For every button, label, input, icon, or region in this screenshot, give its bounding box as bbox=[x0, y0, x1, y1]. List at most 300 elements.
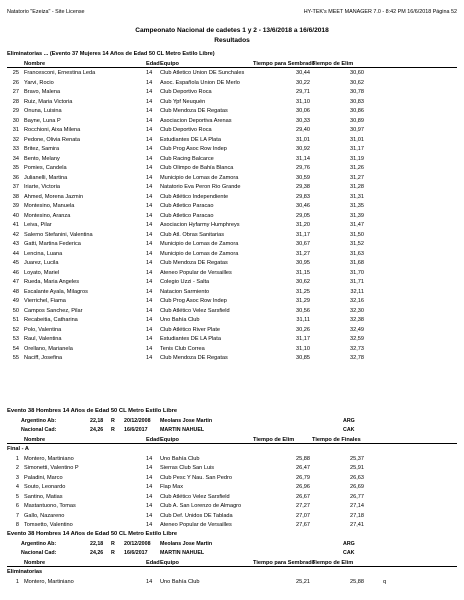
seed-time: 29,40 bbox=[296, 127, 310, 133]
result-row bbox=[7, 117, 457, 127]
age: 14 bbox=[146, 136, 153, 143]
result-row bbox=[7, 212, 457, 222]
final-time: 31,50 bbox=[350, 231, 364, 238]
seed-time: 26,67 bbox=[296, 493, 310, 500]
seed-time: 31,01 bbox=[296, 136, 310, 143]
team-name: Club Deportivo Roca bbox=[160, 89, 212, 95]
age: 14 bbox=[146, 269, 153, 276]
age: 14 bbox=[146, 108, 153, 114]
final-time: 30,62 bbox=[350, 79, 364, 86]
age: 14 bbox=[146, 512, 153, 519]
final-time: 31,68 bbox=[350, 260, 364, 266]
age: 14 bbox=[146, 455, 153, 462]
swimmer-name: Rocchioni, Aixa Milena bbox=[24, 127, 81, 133]
result-row bbox=[7, 307, 457, 317]
team-name: Ateneo Popular de Versailles bbox=[160, 522, 232, 528]
team-name: Flap Max bbox=[160, 484, 184, 490]
place: 8 bbox=[15, 522, 19, 528]
place: 30 bbox=[12, 117, 19, 124]
seed-time: 31,27 bbox=[296, 250, 310, 257]
swimmer-name: Escalante Ayala, Milagros bbox=[24, 288, 88, 295]
age: 14 bbox=[146, 326, 153, 333]
swimmer-name: Ruiz, Maria Victoria bbox=[24, 98, 73, 105]
final-time: 31,35 bbox=[350, 203, 364, 209]
age: 14 bbox=[146, 155, 153, 162]
team-name: Club Ypf Neuquén bbox=[160, 98, 206, 105]
final-time: 30,78 bbox=[350, 89, 364, 95]
seed-time: 29,83 bbox=[296, 193, 310, 200]
swimmer-name: Ahmed, Morena Jazmin bbox=[24, 193, 84, 200]
seed-time: 26,96 bbox=[296, 484, 310, 490]
seed-time: 30,46 bbox=[296, 203, 310, 209]
event-38-final-block bbox=[7, 407, 457, 531]
place: 46 bbox=[12, 269, 19, 276]
place: 32 bbox=[12, 136, 19, 143]
place: 1 bbox=[15, 455, 19, 462]
team-name: Club Olimpo de Bahía Blanca bbox=[160, 165, 234, 171]
place: 3 bbox=[15, 474, 19, 481]
seed-time: 25,21 bbox=[296, 578, 310, 585]
final-time: 31,26 bbox=[350, 165, 364, 171]
seed-time: 30,26 bbox=[296, 326, 310, 333]
record-line: Nacional Cad: 24,26 R 16/6/2017 MARTIN NAHUEL CAK bbox=[21, 427, 355, 433]
place: 44 bbox=[12, 250, 19, 257]
event-heading: Evento 38 Hombres 14 Años de Edad 50 CL Metro Estilo Libre bbox=[7, 531, 178, 537]
result-row bbox=[7, 126, 457, 136]
team-name: Club Prog Asoc Row Indep bbox=[160, 298, 227, 304]
team-name: Uno Bahía Club bbox=[160, 455, 200, 462]
record-line: Argentino Ab: 22,18 R 20/12/2008 Meolans Jose Martin ARG bbox=[21, 417, 355, 424]
swimmer-name: Julianelli, Martina bbox=[24, 174, 68, 181]
meet-title: Campeonato Nacional de cadetes 1 y 2 - 13/6/2018 a 16/6/2018 bbox=[135, 27, 329, 34]
final-time: 32,38 bbox=[350, 317, 364, 323]
results-list bbox=[7, 69, 457, 364]
age: 14 bbox=[146, 231, 153, 238]
seed-time: 29,71 bbox=[296, 89, 310, 95]
swimmer-name: Mastantuono, Tomas bbox=[24, 503, 76, 509]
team-name: Natatorio Eva Peron Rio Grande bbox=[160, 184, 241, 190]
result-row bbox=[7, 464, 457, 474]
swimmer-name: Montero, Martiniano bbox=[24, 455, 74, 462]
team-name: Asociacion Hyfarmy Humphreys bbox=[160, 222, 240, 228]
seed-time: 31,15 bbox=[296, 269, 310, 276]
final-label: Final - A bbox=[7, 446, 29, 452]
age: 14 bbox=[146, 212, 153, 219]
seed-time: 31,25 bbox=[296, 288, 310, 295]
age: 14 bbox=[146, 484, 153, 490]
swimmer-name: Gatti, Martina Federica bbox=[24, 241, 81, 247]
age: 14 bbox=[146, 250, 153, 257]
record-line: Argentino Ab: 22,18 R 20/12/2008 Meolans Jose Martin ARG bbox=[21, 540, 355, 547]
result-row bbox=[7, 316, 457, 326]
age: 14 bbox=[146, 465, 153, 471]
place: 26 bbox=[12, 79, 19, 86]
swimmer-name: Pedone, Olivia Renata bbox=[24, 136, 80, 143]
age: 14 bbox=[146, 174, 153, 181]
seed-time: 25,88 bbox=[296, 455, 310, 462]
final-time: 31,63 bbox=[350, 250, 364, 257]
result-row bbox=[7, 474, 457, 484]
result-row bbox=[7, 288, 457, 298]
final-time: 32,73 bbox=[350, 345, 364, 352]
final-time: 25,37 bbox=[350, 455, 364, 462]
team-name: Club Atletico Union DE Sunchales bbox=[160, 70, 245, 76]
team-name: Natacion Sarmiento bbox=[160, 288, 210, 295]
place: 35 bbox=[12, 165, 19, 171]
age: 14 bbox=[146, 165, 153, 171]
age: 14 bbox=[146, 298, 153, 304]
team-name: Asociacion Deportiva Arenas bbox=[160, 117, 232, 124]
final-time: 26,69 bbox=[350, 484, 364, 490]
place: 37 bbox=[12, 184, 19, 190]
seed-time: 30,59 bbox=[296, 174, 310, 181]
place: 6 bbox=[15, 503, 19, 509]
final-time: 27,14 bbox=[350, 503, 364, 509]
place: 36 bbox=[12, 174, 19, 181]
result-row bbox=[7, 145, 457, 155]
place: 29 bbox=[12, 108, 19, 114]
swimmer-name: Montesino, Manuela bbox=[24, 203, 75, 209]
final-time: 25,88 bbox=[350, 578, 364, 585]
swimmer-name: Souto, Leonardo bbox=[24, 484, 66, 490]
results-list bbox=[7, 578, 457, 588]
team-name: Club Prog Asoc Row Indep bbox=[160, 146, 227, 152]
age: 14 bbox=[146, 355, 153, 361]
result-row bbox=[7, 259, 457, 269]
age: 14 bbox=[146, 98, 153, 105]
result-row bbox=[7, 98, 457, 108]
result-row bbox=[7, 455, 457, 465]
swimmer-name: Vierrichel, Fiama bbox=[24, 298, 66, 304]
age: 14 bbox=[146, 127, 153, 133]
final-time: 30,89 bbox=[350, 117, 364, 124]
swimmer-name: Recabeitia, Catharina bbox=[24, 317, 78, 323]
result-row bbox=[7, 297, 457, 307]
seed-time: 30,67 bbox=[296, 241, 310, 247]
place: 48 bbox=[12, 288, 19, 295]
final-time: 26,77 bbox=[350, 493, 364, 500]
place: 42 bbox=[12, 231, 19, 238]
swimmer-name: Tomsetto, Valentino bbox=[24, 522, 73, 528]
swimmer-name: Paladini, Marco bbox=[24, 474, 63, 481]
final-time: 25,91 bbox=[350, 465, 364, 471]
result-row bbox=[7, 250, 457, 260]
swimmer-name: Salerno Stefanini, Valentina bbox=[24, 231, 93, 238]
swimmer-name: Bayne, Luna P bbox=[24, 117, 61, 124]
qualifier-flag: q bbox=[383, 578, 387, 585]
place: 27 bbox=[12, 89, 19, 95]
swimmer-name: Montesino, Aranza bbox=[24, 212, 71, 219]
seed-time: 26,79 bbox=[296, 474, 310, 481]
heats-label: Eliminatorias bbox=[7, 569, 43, 575]
swimmer-name: Polo, Valentina bbox=[24, 326, 62, 333]
final-time: 30,86 bbox=[350, 108, 364, 114]
age: 14 bbox=[146, 117, 153, 124]
swimmer-name: Yarvi, Rocio bbox=[24, 79, 54, 86]
final-time: 31,52 bbox=[350, 241, 364, 247]
seed-time: 29,38 bbox=[296, 184, 310, 190]
team-name: Club Deportivo Roca bbox=[160, 127, 212, 133]
team-name: Club Mendoza DE Regatas bbox=[160, 355, 228, 361]
seed-time: 30,22 bbox=[296, 79, 310, 86]
place: 50 bbox=[12, 307, 19, 314]
swimmer-name: Juarez, Lucila bbox=[24, 260, 59, 266]
final-time: 30,60 bbox=[350, 70, 364, 76]
result-row bbox=[7, 231, 457, 241]
final-time: 31,01 bbox=[350, 136, 364, 143]
seed-time: 30,33 bbox=[296, 117, 310, 124]
seed-time: 31,10 bbox=[296, 345, 310, 352]
result-row bbox=[7, 174, 457, 184]
swimmer-name: Gallo, Nazareno bbox=[24, 512, 65, 519]
result-row bbox=[7, 88, 457, 98]
age: 14 bbox=[146, 345, 153, 352]
event-38-heats-block bbox=[7, 530, 457, 587]
swimmer-name: Lencina, Luana bbox=[24, 250, 63, 257]
final-time: 31,17 bbox=[350, 146, 364, 152]
age: 14 bbox=[146, 79, 153, 86]
place: 43 bbox=[12, 241, 19, 247]
final-time: 31,27 bbox=[350, 174, 364, 181]
seed-time: 31,14 bbox=[296, 155, 310, 162]
team-name: Municipio de Lomas de Zamora bbox=[160, 250, 239, 257]
age: 14 bbox=[146, 70, 153, 76]
place: 25 bbox=[12, 70, 19, 76]
age: 14 bbox=[146, 307, 153, 314]
final-time: 31,31 bbox=[350, 193, 364, 200]
seed-time: 31,11 bbox=[296, 317, 310, 323]
team-name: Uno Bahía Club bbox=[160, 317, 200, 323]
seed-time: 31,29 bbox=[296, 298, 310, 304]
team-name: Uno Bahía Club bbox=[160, 578, 200, 585]
final-time: 32,78 bbox=[350, 355, 364, 361]
final-time: 30,97 bbox=[350, 127, 364, 133]
place: 1 bbox=[15, 578, 19, 585]
age: 14 bbox=[146, 288, 153, 295]
final-time: 31,47 bbox=[350, 222, 364, 228]
seed-time: 26,47 bbox=[296, 465, 310, 471]
final-time: 32,49 bbox=[350, 326, 364, 333]
column-header: Nombre Edad Equipo Tiempo de Elim Tiempo de Finales bbox=[7, 436, 457, 446]
place: 33 bbox=[12, 146, 19, 152]
team-name: Asoc. Española Union DE Merlo bbox=[160, 79, 240, 86]
place: 40 bbox=[12, 212, 19, 219]
swimmer-name: Loyato, Mariel bbox=[24, 269, 60, 276]
place: 2 bbox=[15, 465, 19, 471]
age: 14 bbox=[146, 578, 153, 585]
result-row bbox=[7, 202, 457, 212]
swimmer-name: Britez, Samira bbox=[24, 146, 60, 152]
place: 52 bbox=[12, 326, 19, 333]
result-row bbox=[7, 326, 457, 336]
place: 4 bbox=[15, 484, 19, 490]
team-name: Club Atletico Paracao bbox=[160, 203, 214, 209]
final-time: 26,63 bbox=[350, 474, 364, 481]
results-title: Resultados bbox=[214, 37, 250, 44]
team-name: Estudiantes DE LA Plata bbox=[160, 336, 221, 342]
age: 14 bbox=[146, 184, 153, 190]
result-row bbox=[7, 483, 457, 493]
swimmer-name: Bravo, Malena bbox=[24, 89, 61, 95]
seed-time: 30,92 bbox=[296, 146, 310, 152]
seed-time: 27,07 bbox=[296, 512, 310, 519]
final-time: 31,70 bbox=[350, 269, 364, 276]
final-time: 32,11 bbox=[350, 288, 364, 295]
result-row bbox=[7, 278, 457, 288]
team-name: Club Mendoza DE Regatas bbox=[160, 260, 228, 266]
result-row bbox=[7, 69, 457, 79]
team-name: Sierras Club San Luis bbox=[160, 465, 215, 471]
team-name: Club Atl. Obras Sanitarias bbox=[160, 231, 225, 238]
result-row bbox=[7, 136, 457, 146]
seed-time: 31,17 bbox=[296, 336, 310, 342]
site-license: Natatorio "Ezeiza" - Site License bbox=[7, 9, 85, 15]
result-row bbox=[7, 155, 457, 165]
place: 31 bbox=[12, 127, 19, 133]
final-time: 27,41 bbox=[350, 522, 364, 528]
record-line: Nacional Cad: 24,26 R 16/6/2017 MARTIN NAHUEL CAK bbox=[21, 550, 355, 556]
team-name: Estudiantes DE LA Plata bbox=[160, 136, 221, 143]
swimmer-name: Raul, Valentina bbox=[24, 336, 62, 342]
swimmer-name: Montero, Martiniano bbox=[24, 578, 74, 585]
swimmer-name: Simonetti, Valentino P bbox=[24, 465, 79, 471]
place: 41 bbox=[12, 222, 19, 228]
column-header: Nombre Edad Equipo Tiempo para Sembrado Tiempo de Elim bbox=[7, 60, 457, 70]
swimmer-name: Pomies, Candela bbox=[24, 165, 67, 171]
final-time: 31,28 bbox=[350, 184, 364, 190]
place: 53 bbox=[12, 336, 19, 342]
age: 14 bbox=[146, 222, 153, 228]
seed-time: 27,27 bbox=[296, 503, 310, 509]
result-row bbox=[7, 193, 457, 203]
age: 14 bbox=[146, 493, 153, 500]
age: 14 bbox=[146, 146, 153, 152]
result-row bbox=[7, 578, 457, 588]
result-row bbox=[7, 354, 457, 364]
age: 14 bbox=[146, 193, 153, 200]
page-header bbox=[7, 8, 457, 16]
swimmer-name: Iriarte, Victoria bbox=[24, 184, 60, 190]
age: 14 bbox=[146, 241, 153, 247]
place: 28 bbox=[12, 98, 19, 105]
result-row bbox=[7, 107, 457, 117]
place: 55 bbox=[12, 355, 19, 361]
result-row bbox=[7, 164, 457, 174]
swimmer-name: Onuna, Luisina bbox=[24, 108, 62, 114]
result-row bbox=[7, 269, 457, 279]
result-row bbox=[7, 512, 457, 522]
seed-time: 30,95 bbox=[296, 260, 310, 266]
team-name: Club Pesc Y Nau. San Pedro bbox=[160, 474, 232, 481]
seed-time: 30,56 bbox=[296, 307, 310, 314]
age: 14 bbox=[146, 89, 153, 95]
results-list bbox=[7, 455, 457, 531]
swimmer-name: Santino, Matias bbox=[24, 493, 63, 500]
place: 34 bbox=[12, 155, 19, 162]
result-row bbox=[7, 221, 457, 231]
event-37-block bbox=[7, 50, 457, 364]
seed-time: 27,67 bbox=[296, 522, 310, 528]
seed-time: 31,17 bbox=[296, 231, 310, 238]
age: 14 bbox=[146, 260, 153, 266]
place: 47 bbox=[12, 279, 19, 285]
team-name: Club Atlético Velez Sarsfield bbox=[160, 307, 230, 314]
column-header: Nombre Edad Equipo Tiempo para Sembrado Tiempo de Elim bbox=[7, 559, 457, 569]
section-heading: Eliminatorias ... (Evento 37 Mujeres 14 Años de Edad 50 CL Metro Estilo Libre) bbox=[7, 51, 215, 57]
result-row bbox=[7, 183, 457, 193]
team-name: Club Atlético Independiente bbox=[160, 193, 229, 200]
team-name: Club Racing Balcarce bbox=[160, 155, 214, 162]
result-row bbox=[7, 79, 457, 89]
team-name: Club Atlético River Plate bbox=[160, 326, 221, 333]
result-row bbox=[7, 240, 457, 250]
result-row bbox=[7, 335, 457, 345]
final-time: 31,39 bbox=[350, 212, 364, 219]
final-time: 27,18 bbox=[350, 512, 364, 519]
age: 14 bbox=[146, 503, 153, 509]
result-row bbox=[7, 345, 457, 355]
final-time: 30,83 bbox=[350, 98, 364, 105]
place: 39 bbox=[12, 203, 19, 209]
swimmer-name: Rueda, Maria Angeles bbox=[24, 279, 80, 285]
age: 14 bbox=[146, 279, 153, 285]
team-name: Colegio Uzzi - Salta bbox=[160, 279, 210, 285]
age: 14 bbox=[146, 474, 153, 481]
seed-time: 29,76 bbox=[296, 165, 310, 171]
team-name: Municipio de Lomas de Zamora bbox=[160, 174, 239, 181]
team-name: Club A. San Lorenzo de Almagro bbox=[160, 503, 242, 509]
age: 14 bbox=[146, 203, 153, 209]
seed-time: 31,10 bbox=[296, 98, 310, 105]
final-time: 31,71 bbox=[350, 279, 364, 285]
result-row bbox=[7, 502, 457, 512]
place: 45 bbox=[12, 260, 19, 266]
place: 49 bbox=[12, 298, 19, 304]
age: 14 bbox=[146, 336, 153, 342]
team-name: Club Def. Unidos DE Tablada bbox=[160, 512, 233, 519]
swimmer-name: Leiva, Pilar bbox=[24, 222, 52, 228]
swimmer-name: Bento, Melany bbox=[24, 155, 60, 162]
place: 54 bbox=[12, 345, 19, 352]
team-name: Club Atlético Velez Sarsfield bbox=[160, 493, 230, 500]
age: 14 bbox=[146, 522, 153, 528]
software-info: HY-TEK's MEET MANAGER 7.0 - 8:42 PM 16/6/2018 Página 52 bbox=[303, 9, 457, 15]
final-time: 32,30 bbox=[350, 307, 364, 314]
swimmer-name: Campos Sanchez, Pilar bbox=[24, 307, 83, 314]
seed-time: 30,62 bbox=[296, 279, 310, 285]
result-row bbox=[7, 493, 457, 503]
place: 5 bbox=[15, 493, 19, 500]
seed-time: 29,05 bbox=[296, 212, 310, 219]
team-name: Club Mendoza DE Regatas bbox=[160, 108, 228, 114]
age: 14 bbox=[146, 317, 153, 323]
seed-time: 30,44 bbox=[296, 70, 310, 76]
event-heading: Evento 38 Hombres 14 Años de Edad 50 CL Metro Estilo Libre bbox=[7, 408, 178, 414]
final-time: 32,59 bbox=[350, 336, 364, 342]
team-name: Municipio de Lomas de Zamora bbox=[160, 241, 239, 247]
swimmer-name: Francesconi, Ernestina Leda bbox=[24, 70, 96, 76]
swimmer-name: Orellano, Marianela bbox=[24, 345, 73, 352]
place: 7 bbox=[15, 512, 19, 519]
swimmer-name: Naciff, Josefina bbox=[24, 355, 63, 361]
place: 38 bbox=[12, 193, 19, 200]
seed-time: 30,85 bbox=[296, 355, 310, 361]
team-name: Club Atletico Paracao bbox=[160, 212, 214, 219]
final-time: 31,19 bbox=[350, 155, 364, 162]
final-time: 32,16 bbox=[350, 298, 364, 304]
seed-time: 31,20 bbox=[296, 222, 310, 228]
seed-time: 30,06 bbox=[296, 108, 310, 114]
